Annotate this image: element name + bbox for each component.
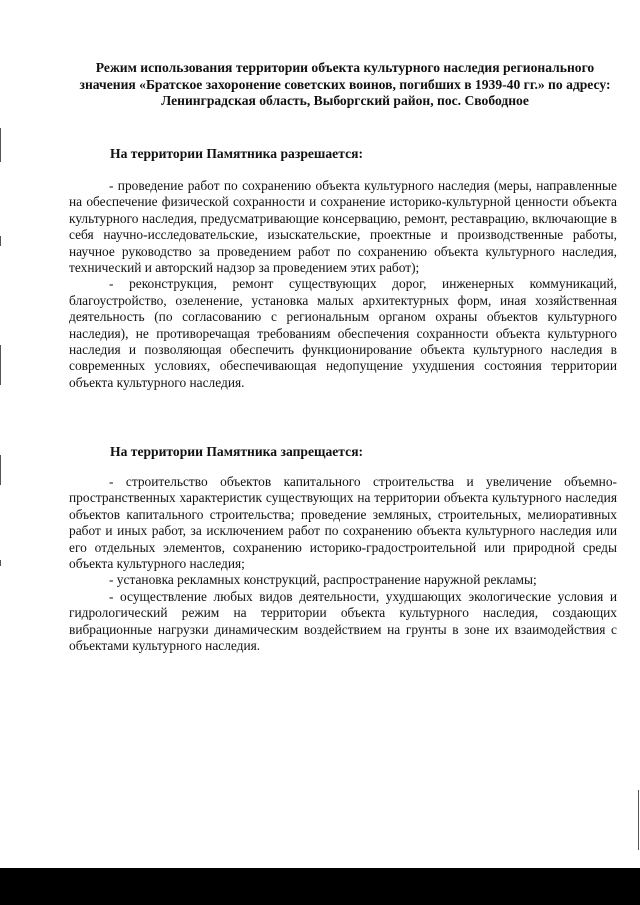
allowed-item: - реконструкция, ремонт существующих дорог, инженерных коммуникаций, благоустройство, озеленение, установка малых архитектурных форм, иная хозяйственная деятельность (по согласованию с региональным органом охраны объектов культурного наследия), не противоречащая требованиям обеспечения сохранности объекта культурного наследия и позволяющая обеспечить функционирование объекта культурного наследия в современных условиях, обеспечивающая недопущение ухудшения состояния территории объекта культурного наследия. (69, 276, 617, 390)
prohibited-heading: На территории Памятника запрещается: (110, 444, 364, 459)
scan-edge-mark (0, 128, 1, 162)
prohibited-item: - строительство объектов капитального строительства и увеличение объемно-пространственных характеристик существующих на территории объекта культурного наследия объектов капитального строительства; проведение земляных, строительных, мелиоративных работ и иных работ, за исключением работ по сохранению объекта культурного наследия или его отдельных элементов, сохранению историко-градостроительной или природной среды объекта культурного наследия; (69, 474, 617, 572)
scan-edge-mark (0, 236, 1, 246)
scan-edge-mark (638, 790, 639, 850)
allowed-heading: На территории Памятника разрешается: (110, 146, 363, 161)
prohibited-item: - установка рекламных конструкций, распространение наружной рекламы; (109, 572, 537, 588)
scan-edge-mark (0, 455, 1, 485)
scan-edge-mark (0, 345, 1, 385)
prohibited-section (69, 474, 617, 654)
document-title: Режим использования территории объекта культурного наследия регионального значения «Братское захоронение советских воинов, погибших в 1939-40 гг.» по адресу: Ленинградская область, Выборгский район, пос. Свободное (79, 60, 611, 108)
prohibited-item: - осуществление любых видов деятельности, ухудшающих экологические условия и гидрологический режим на территории объекта культурного наследия, создающих вибрационные нагрузки динамическим воздействием на грунты в зоне их взаимодействия с объектами культурного наследия. (69, 588, 617, 654)
scan-bottom-border (0, 868, 640, 905)
allowed-item: - проведение работ по сохранению объекта культурного наследия (меры, направленные на обеспечение физической сохранности и сохранение историко-культурной ценности объекта культурного наследия, предусматривающие консервацию, ремонт, реставрацию, включающие в себя научно-исследовательские, изыскательские, проектные и производственные работы, научное руководство за проведением работ по сохранению объекта культурного наследия, технический и авторский надзор за проведением этих работ); (69, 178, 617, 276)
allowed-section (69, 178, 617, 391)
scan-edge-mark (0, 560, 1, 566)
